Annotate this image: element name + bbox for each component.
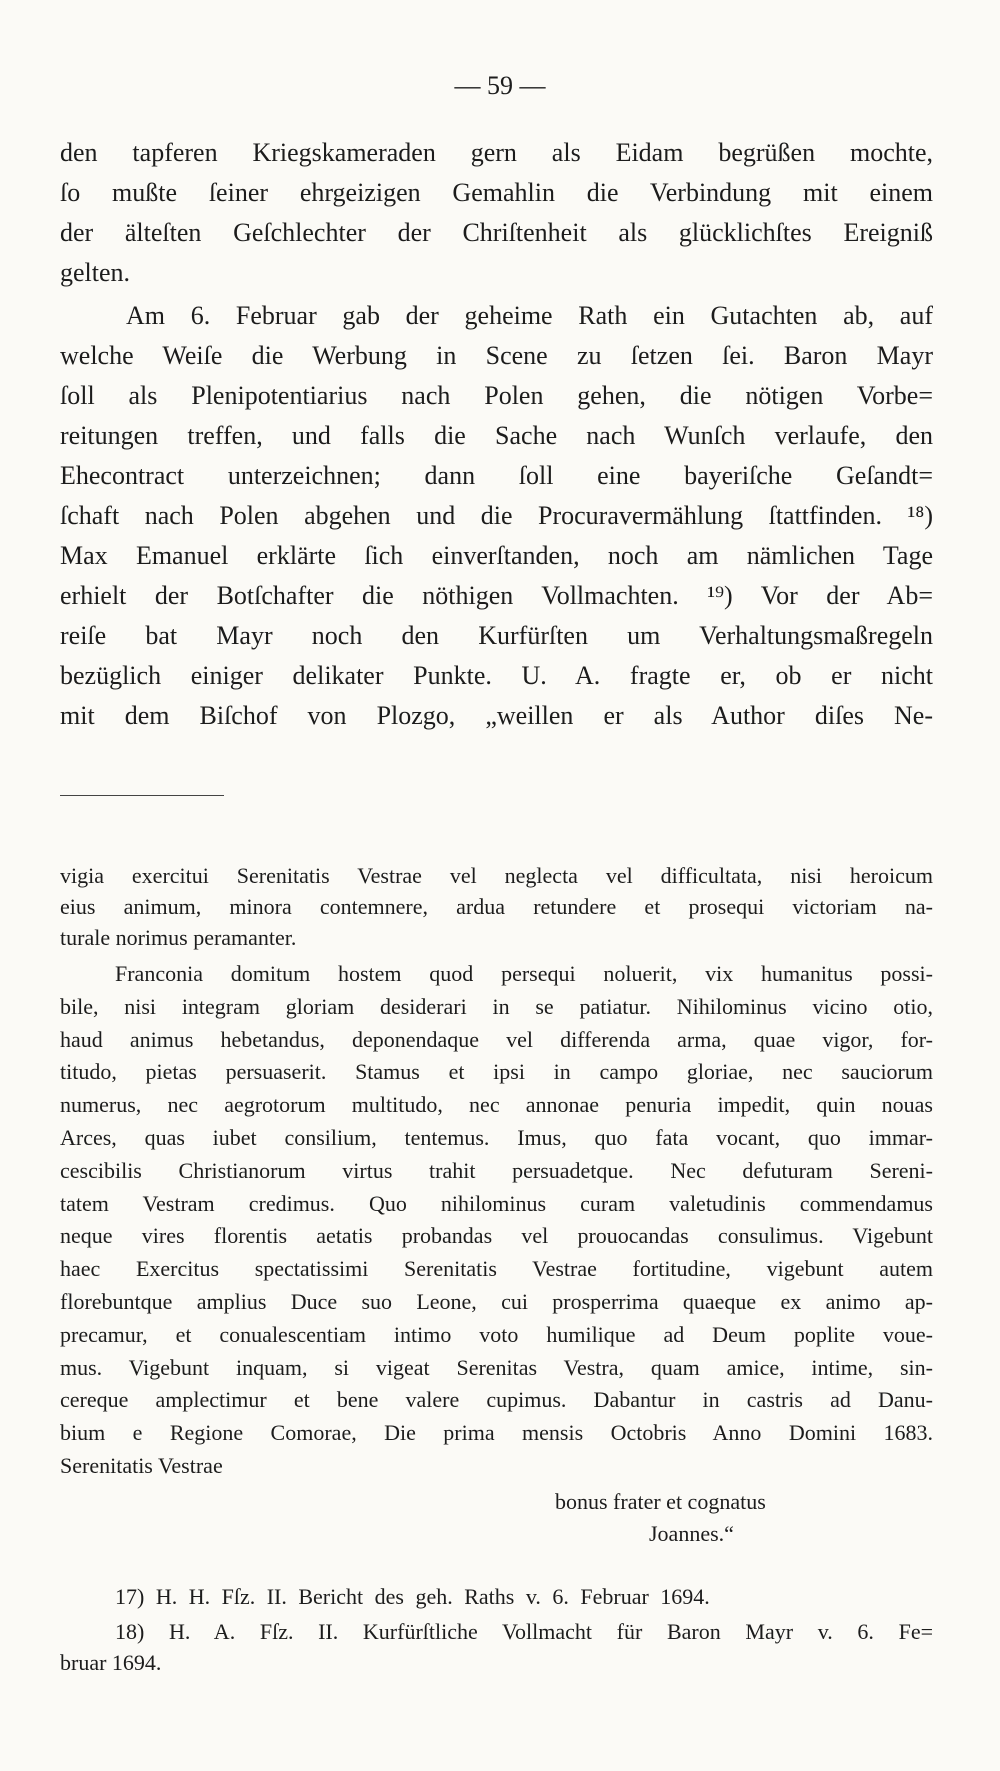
footnote-18-continuation: bruar 1694. — [60, 1650, 162, 1675]
main-text-line: der älteſten Geſchlechter der Chriſtenheit als glücklichſtes Ereigniß — [60, 218, 933, 247]
quoted-letter-paragraph-2 — [60, 958, 933, 1483]
main-text-line: reitungen treffen, und falls die Sache nach Wunſch verlaufe, den — [60, 421, 933, 450]
quoted-letter-line: tatem Vestram credimus. Quo nihilominus curam valetudinis commendamus — [60, 1190, 933, 1216]
main-text-line: den tapferen Kriegskameraden gern als Eidam begrüßen mochte, — [60, 138, 933, 167]
quoted-letter-paragraph-1 — [60, 860, 933, 953]
quoted-letter-line: Serenitatis Vestrae — [60, 1452, 223, 1478]
quoted-letter-line: bium e Regione Comorae, Die prima mensis Octobris Anno Domini 1683. — [60, 1420, 933, 1446]
main-text-line: Max Emanuel erklärte ſich einverſtanden, noch am nämlichen Tage — [60, 541, 933, 570]
main-text-line: Ehecontract unterzeichnen; dann ſoll eine bayeriſche Geſandt= — [60, 461, 933, 490]
quoted-letter-line: precamur, et conualescentiam intimo voto humilique ad Deum poplite voue- — [60, 1321, 933, 1347]
main-text-line: ſo mußte ſeiner ehrgeizigen Gemahlin die Verbindung mit einem — [60, 178, 933, 207]
quoted-letter-line: cereque amplectimur et bene valere cupimus. Dabantur in castris ad Danu- — [60, 1387, 933, 1413]
quoted-letter-line: Franconia domitum hostem quod persequi noluerit, vix humanitus possi- — [115, 961, 933, 986]
main-text-line: erhielt der Botſchafter die nöthigen Vollmachten. ¹⁹) Vor der Ab= — [60, 581, 933, 610]
quoted-letter-line: vigia exercitui Serenitatis Vestrae vel neglecta vel difficultata, nisi heroicum — [60, 863, 933, 888]
quoted-letter-line: titudo, pietas persuaserit. Stamus et ipsi in campo gloriae, nec sauciorum — [60, 1059, 933, 1085]
quoted-letter-line: florebuntque amplius Duce suo Leone, cui prosperrima quaeque ex animo ap- — [60, 1288, 933, 1314]
quoted-letter-line: cescibilis Christianorum virtus trahit persuadetque. Nec defuturam Sereni- — [60, 1157, 933, 1183]
footnote-18: 18) H. A. Fſz. II. Kurfürſtliche Vollmacht für Baron Mayr v. 6. Fe= — [115, 1619, 933, 1644]
main-paragraph-2 — [60, 296, 933, 736]
letter-closing: bonus frater et cognatus — [555, 1489, 766, 1514]
quoted-letter-line: bile, nisi integram gloriam desiderari in se patiatur. Nihilominus vicino otio, — [60, 993, 933, 1019]
main-text-line: ſchaft nach Polen abgehen und die Procuravermählung ſtattfinden. ¹⁸) — [60, 501, 933, 530]
main-text-line: Am 6. Februar gab der geheime Rath ein Gutachten ab, auf — [126, 301, 933, 330]
main-text-line: mit dem Biſchof von Plozgo, „weillen er als Author diſes Ne- — [60, 701, 933, 730]
quoted-letter-line: turale norimus peramanter. — [60, 925, 297, 950]
main-text-line: ſoll als Plenipotentiarius nach Polen gehen, die nötigen Vorbe= — [60, 381, 933, 410]
main-text-line: reiſe bat Mayr noch den Kurfürſten um Verhaltungsmaßregeln — [60, 621, 933, 650]
main-text-line: welche Weiſe die Werbung in Scene zu ſetzen ſei. Baron Mayr — [60, 341, 933, 370]
quoted-letter-line: numerus, nec aegrotorum multitudo, nec annonae penuria impedit, quin nouas — [60, 1092, 933, 1118]
quoted-letter-line: Arces, quas iubet consilium, tentemus. Imus, quo fata vocant, quo immar- — [60, 1124, 933, 1150]
quoted-letter-line: haud animus hebetandus, deponendaque vel differenda arma, quae vigor, for- — [60, 1026, 933, 1052]
page-number: — 59 — — [454, 71, 546, 100]
letter-signature: Joannes.“ — [649, 1521, 734, 1546]
main-paragraph-1 — [60, 133, 933, 293]
main-text-line: bezüglich einiger delikater Punkte. U. A. fragte er, ob er nicht — [60, 661, 933, 690]
quoted-letter-line: eius animum, minora contemnere, ardua retundere et prosequi victoriam na- — [60, 894, 933, 919]
quoted-letter-line: neque vires florentis aetatis probandas vel prouocandas consulimus. Vigebunt — [60, 1223, 933, 1249]
footnote-17: 17) H. H. Fſz. II. Bericht des geh. Raths v. 6. Februar 1694. — [115, 1584, 710, 1609]
quoted-letter-line: haec Exercitus spectatissimi Serenitatis Vestrae fortitudine, vigebunt autem — [60, 1256, 933, 1282]
main-text-line: gelten. — [60, 258, 131, 287]
footnote-separator — [60, 795, 224, 796]
quoted-letter-line: mus. Vigebunt inquam, si vigeat Serenitas Vestra, quam amice, intime, sin- — [60, 1354, 933, 1380]
